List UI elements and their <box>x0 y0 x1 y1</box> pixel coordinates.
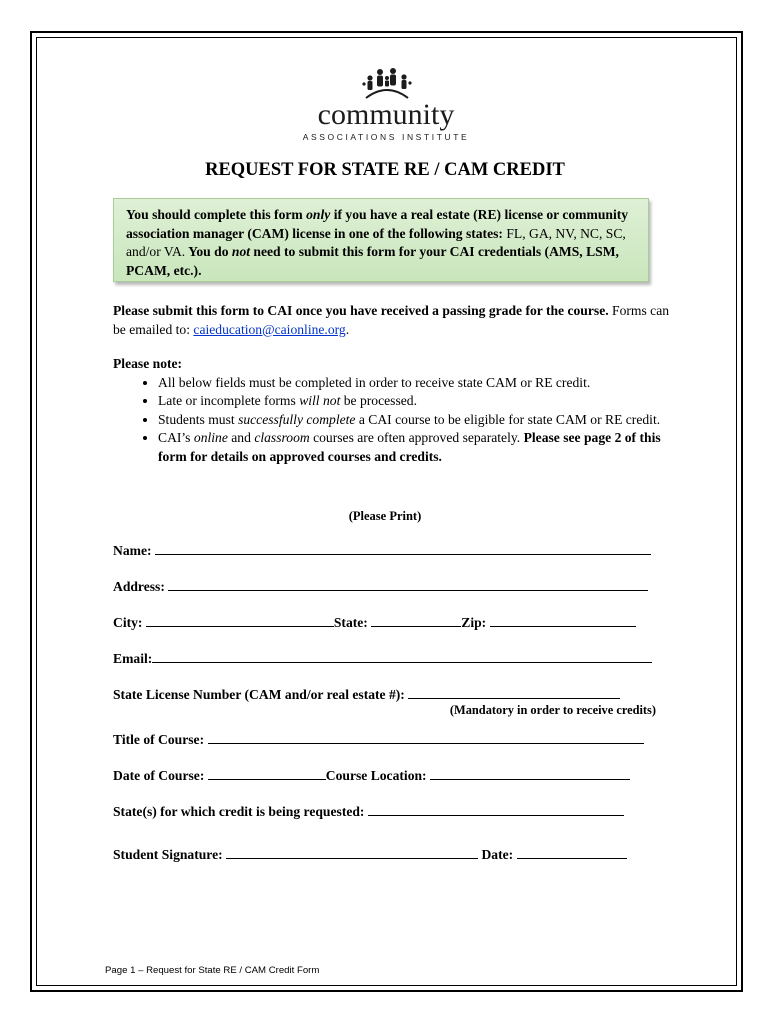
name-field[interactable] <box>155 541 651 555</box>
notice-states: FL, GA, NV, NC, SC, and/or VA. <box>126 225 626 259</box>
state-label: State: <box>333 615 368 630</box>
notice-text-2: if you have a real estate (RE) license or community association manager (CAM) license in one of the following states: <box>126 207 629 241</box>
license-row <box>113 685 620 703</box>
submit-text: Forms can be emailed to: <box>113 303 670 337</box>
course-date-label: Date of Course: <box>113 768 205 783</box>
course-title-row <box>113 730 644 748</box>
course-date-row <box>113 766 630 784</box>
email-field[interactable] <box>152 649 652 663</box>
address-row <box>113 577 648 595</box>
notice-not: not <box>231 244 251 259</box>
note-item-2 <box>158 392 673 411</box>
signature-row <box>113 845 627 863</box>
note-item-4-f: Please see page 2 of this form for details on approved courses and credits. <box>158 430 661 464</box>
email-row <box>113 649 652 667</box>
note-item-3 <box>158 411 673 430</box>
note-heading: Please note: <box>113 356 183 371</box>
signature-date-label: Date: <box>481 847 514 862</box>
note-item-3-c: a CAI course to be eligible for state CAM or RE credit. <box>355 411 661 427</box>
signature-label: Student Signature: <box>113 847 223 862</box>
zip-field[interactable] <box>490 613 636 627</box>
states-field[interactable] <box>368 802 624 816</box>
note-item-1 <box>158 374 673 393</box>
course-date-field[interactable] <box>208 766 326 780</box>
note-item-4-b: online <box>193 430 228 445</box>
notice-text-1: You should complete this form <box>126 207 307 222</box>
state-field[interactable] <box>371 613 461 627</box>
notice-only: only <box>306 207 331 222</box>
logo-wordmark: community <box>317 98 455 131</box>
mandatory-note: (Mandatory in order to receive credits) <box>449 703 656 717</box>
submit-end: . <box>345 321 350 337</box>
note-item-4 <box>158 429 673 466</box>
license-field[interactable] <box>408 685 620 699</box>
city-label: City: <box>113 615 143 630</box>
notice-box <box>113 198 649 282</box>
city-row <box>113 613 636 631</box>
signature-date-field[interactable] <box>517 845 627 859</box>
name-row <box>113 541 651 559</box>
people-icon <box>360 64 414 100</box>
email-link[interactable]: caieducation@caionline.org <box>193 321 346 337</box>
note-item-2-a: Late or incomplete forms <box>158 393 300 408</box>
notice-text-3: You do <box>185 244 232 259</box>
address-field[interactable] <box>168 577 648 591</box>
signature-field[interactable] <box>226 845 478 859</box>
course-title-field[interactable] <box>208 730 644 744</box>
name-label: Name: <box>113 543 152 558</box>
note-item-4-c: and <box>227 430 255 445</box>
course-location-field[interactable] <box>430 766 630 780</box>
address-label: Address: <box>113 579 165 594</box>
notice-text-4: need to submit this form for your CAI credentials (AMS, LSM, PCAM, etc.). <box>126 244 619 278</box>
logo-subtitle: ASSOCIATIONS INSTITUTE <box>302 132 470 142</box>
states-label: State(s) for which credit is being requested: <box>113 804 365 819</box>
states-row <box>113 802 624 820</box>
note-item-4-a: CAI’s <box>158 430 194 445</box>
print-instruction: (Please Print) <box>348 509 422 523</box>
note-item-4-d: classroom <box>254 430 310 445</box>
note-item-2-b: will not <box>299 393 341 408</box>
page-footer: Page 1 – Request for State RE / CAM Credit Form <box>105 965 320 976</box>
course-location-label: Course Location: <box>325 768 427 783</box>
note-item-3-b: successfully complete <box>238 411 356 427</box>
note-item-3-a: Students must <box>158 411 239 427</box>
note-section <box>113 355 673 466</box>
course-title-label: Title of Course: <box>113 732 205 747</box>
submit-bold: Please submit this form to CAI once you have received a passing grade for the course. <box>113 303 609 318</box>
page-title: REQUEST FOR STATE RE / CAM CREDIT <box>205 160 565 180</box>
note-item-2-c: be processed. <box>340 393 417 408</box>
email-label: Email: <box>113 651 153 666</box>
zip-label: Zip: <box>461 615 487 630</box>
note-item-1-text: All below fields must be completed in order to receive state CAM or RE credit. <box>158 374 591 390</box>
note-item-4-e: courses are often approved separately. <box>309 430 524 445</box>
city-field[interactable] <box>146 613 334 627</box>
license-label: State License Number (CAM and/or real estate #): <box>113 687 405 702</box>
cai-logo <box>298 64 474 142</box>
submit-paragraph <box>113 302 673 339</box>
